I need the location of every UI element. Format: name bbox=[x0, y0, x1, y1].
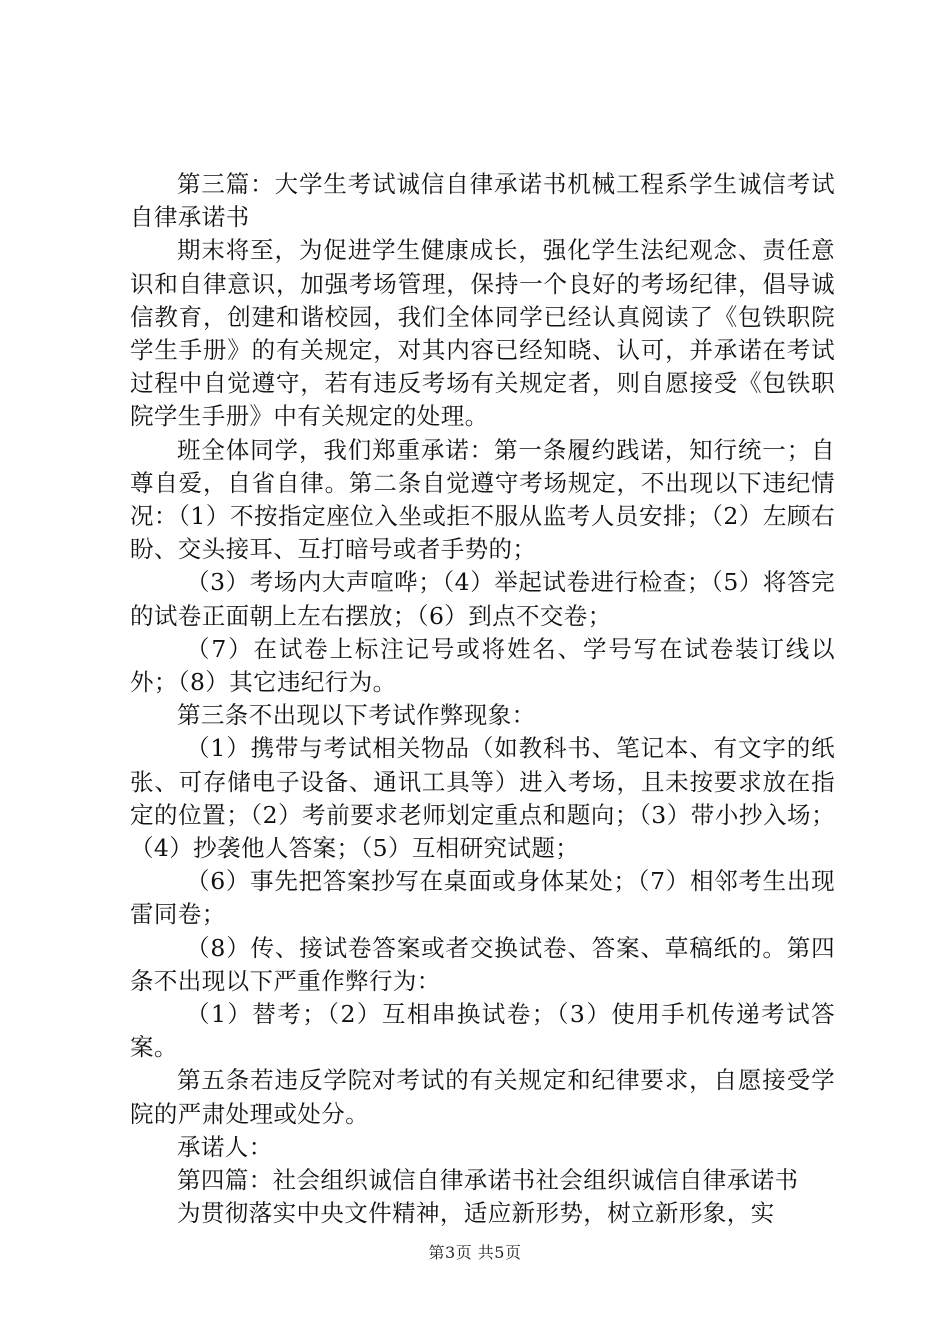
paragraph-violations-3-6: （3）考场内大声喧哗；（4）举起试卷进行检查；（5）将答完的试卷正面朝上左右摆放；（6）到点不交卷； bbox=[130, 568, 835, 630]
paragraph-article-five: 第五条若违反学院对考试的有关规定和纪律要求，自愿接受学院的严肃处理或处分。 bbox=[130, 1066, 835, 1128]
section-four-title: 第四篇：社会组织诚信自律承诺书社会组织诚信自律承诺书 bbox=[177, 1166, 799, 1195]
paragraph-cheating-1-5: （1）携带与考试相关物品（如教科书、笔记本、有文字的纸张、可存储电子设备、通讯工具等）进入考场，且未按要求放在指定的位置；（2）考前要求老师划定重点和题向；（3）带小抄入场；（4）抄袭他人答案；（5）互相研究试题； bbox=[130, 734, 835, 863]
paragraph-intro: 期末将至，为促进学生健康成长，强化学生法纪观念、责任意识和自律意识，加强考场管理，保持一个良好的考场纪律，倡导诚信教育，创建和谐校园，我们全体同学已经认真阅读了《包铁职院学生手册》的有关规定，对其内容已经知晓、认可，并承诺在考试过程中自觉遵守，若有违反考场有关规定者，则自愿接受《包铁职院学生手册》中有关规定的处理。 bbox=[130, 236, 835, 431]
paragraph-cheating-6-7: （6）事先把答案抄写在桌面或身体某处；（7）相邻考生出现雷同卷； bbox=[130, 867, 835, 929]
paragraph-section-four-intro: 为贯彻落实中央文件精神，适应新形势，树立新形象，实 bbox=[177, 1199, 775, 1228]
paragraph-article-three: 第三条不出现以下考试作弊现象： bbox=[177, 701, 536, 730]
signature-line: 承诺人： bbox=[177, 1132, 273, 1161]
section-three-title: 第三篇：大学生考试诚信自律承诺书机械工程系学生诚信考试自律承诺书 bbox=[130, 170, 835, 232]
page-number-footer: 第3页 共5页 bbox=[428, 1243, 522, 1262]
paragraph-cheating-8: （8）传、接试卷答案或者交换试卷、答案、草稿纸的。第四条不出现以下严重作弊行为： bbox=[130, 933, 835, 995]
paragraph-violations-7-8: （7）在试卷上标注记号或将姓名、学号写在试卷装订线以外；（8）其它违纪行为。 bbox=[130, 634, 835, 697]
paragraph-pledge: 班全体同学，我们郑重承诺：第一条履约践诺，知行统一；自尊自爱，自省自律。第二条自觉遵守考场规定，不出现以下违纪情况：（1）不按指定座位入坐或拒不服从监考人员安排；（2）左顾右盼、交头接耳、互打暗号或者手势的； bbox=[130, 435, 835, 564]
document-body bbox=[130, 168, 835, 1231]
paragraph-serious-cheating: （1）替考；（2）互相串换试卷；（3）使用手机传递考试答案。 bbox=[130, 1000, 835, 1062]
